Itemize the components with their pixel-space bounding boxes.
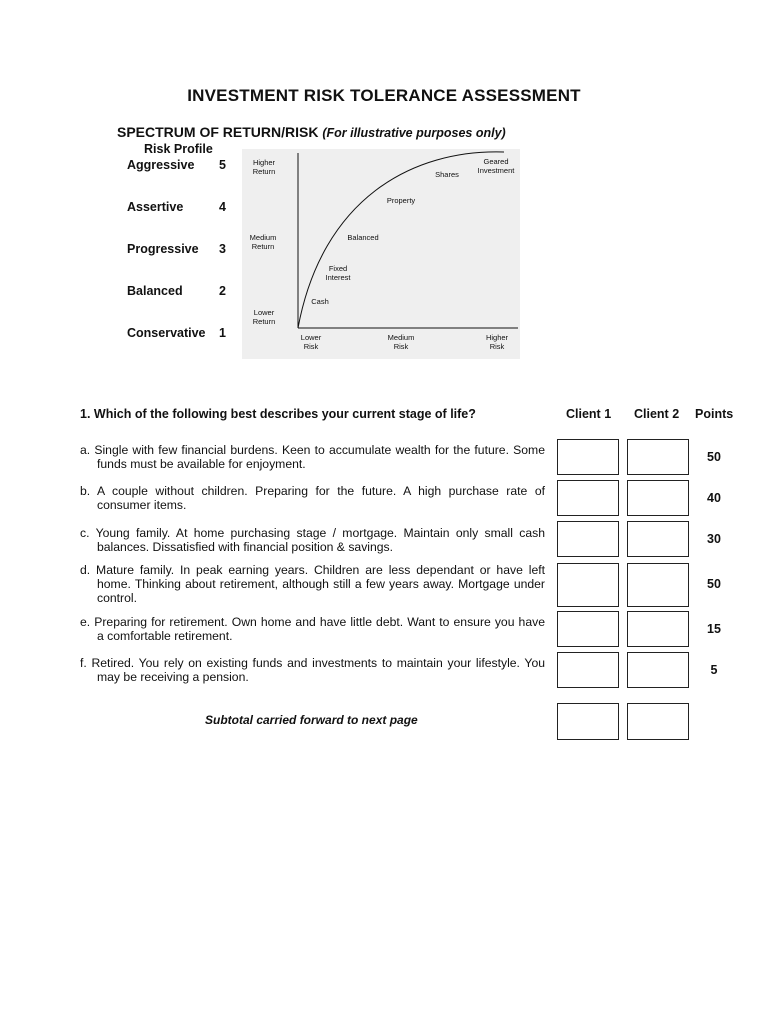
client-2-answer-box[interactable] xyxy=(627,480,689,516)
client-2-answer-box[interactable] xyxy=(627,611,689,647)
client-2-answer-box[interactable] xyxy=(627,563,689,607)
chart-annotation: Balanced xyxy=(347,233,379,242)
column-header-client-1: Client 1 xyxy=(566,407,612,421)
question-text: 1. Which of the following best describes your current stage of life? xyxy=(80,407,476,421)
client-1-answer-box[interactable] xyxy=(557,563,619,607)
option-points: 40 xyxy=(707,491,721,505)
spectrum-heading-text: SPECTRUM OF RETURN/RISK xyxy=(117,124,319,140)
option-points: 50 xyxy=(707,577,721,591)
chart-annotation: Fixed Interest xyxy=(325,264,351,282)
chart-annotation: Cash xyxy=(311,297,329,306)
chart-annotation: Geared Investment xyxy=(477,157,515,175)
option-text: e. Preparing for retirement. Own home and have little debt. Want to ensure you have a comfortable retirement. xyxy=(80,615,545,643)
client-1-answer-box[interactable] xyxy=(557,611,619,647)
x-tick-label: Medium Risk xyxy=(387,333,415,351)
risk-profile-heading: Risk Profile xyxy=(144,142,213,156)
subtotal-label: Subtotal carried forward to next page xyxy=(205,713,418,727)
x-tick-label: Lower Risk xyxy=(300,333,322,351)
chart-annotation: Property xyxy=(386,196,416,205)
column-header-client-2: Client 2 xyxy=(634,407,680,421)
spectrum-heading xyxy=(117,124,506,140)
client-2-answer-box[interactable] xyxy=(627,652,689,688)
option-text: f. Retired. You rely on existing funds and investments to maintain your lifestyle. You may be receiving a pension. xyxy=(80,656,545,684)
risk-profile-name: Progressive xyxy=(127,242,199,256)
y-tick-label: Higher Return xyxy=(252,158,276,176)
return-risk-chart xyxy=(242,149,520,359)
risk-profile-score: 1 xyxy=(219,326,226,340)
risk-profile-score: 4 xyxy=(219,200,226,214)
option-points: 30 xyxy=(707,532,721,546)
client-2-answer-box[interactable] xyxy=(627,439,689,475)
client-2-subtotal-box[interactable] xyxy=(627,703,689,740)
risk-profile-name: Aggressive xyxy=(127,158,195,172)
client-1-answer-box[interactable] xyxy=(557,439,619,475)
option-text: a. Single with few financial burdens. Keen to accumulate wealth for the future. Some funds must be available for enjoyment. xyxy=(80,443,545,471)
page-title: INVESTMENT RISK TOLERANCE ASSESSMENT xyxy=(187,86,581,105)
x-tick-label: Higher Risk xyxy=(485,333,509,351)
option-text: b. A couple without children. Preparing for the future. A high purchase rate of consumer items. xyxy=(80,484,545,512)
risk-profile-score: 3 xyxy=(219,242,226,256)
client-1-answer-box[interactable] xyxy=(557,652,619,688)
client-1-answer-box[interactable] xyxy=(557,521,619,557)
spectrum-note: (For illustrative purposes only) xyxy=(322,126,506,140)
risk-profile-score: 5 xyxy=(219,158,226,172)
risk-profile-name: Conservative xyxy=(127,326,206,340)
chart-annotation: Shares xyxy=(435,170,459,179)
option-text: c. Young family. At home purchasing stage / mortgage. Maintain only small cash balances. Dissatisfied with financial position & savings. xyxy=(80,526,545,554)
risk-profile-score: 2 xyxy=(219,284,226,298)
option-points: 15 xyxy=(707,622,721,636)
risk-profile-name: Balanced xyxy=(127,284,183,298)
option-points: 50 xyxy=(707,450,721,464)
y-tick-label: Medium Return xyxy=(249,233,277,251)
column-header-points: Points xyxy=(695,407,734,421)
y-tick-label: Lower Return xyxy=(252,308,276,326)
client-2-answer-box[interactable] xyxy=(627,521,689,557)
client-1-subtotal-box[interactable] xyxy=(557,703,619,740)
client-1-answer-box[interactable] xyxy=(557,480,619,516)
option-text: d. Mature family. In peak earning years. Children are less dependant or have left home. Thinking about retirement, although still a few years away. Mortgage under control. xyxy=(80,563,545,605)
option-points: 5 xyxy=(710,663,718,677)
risk-profile-name: Assertive xyxy=(127,200,184,214)
